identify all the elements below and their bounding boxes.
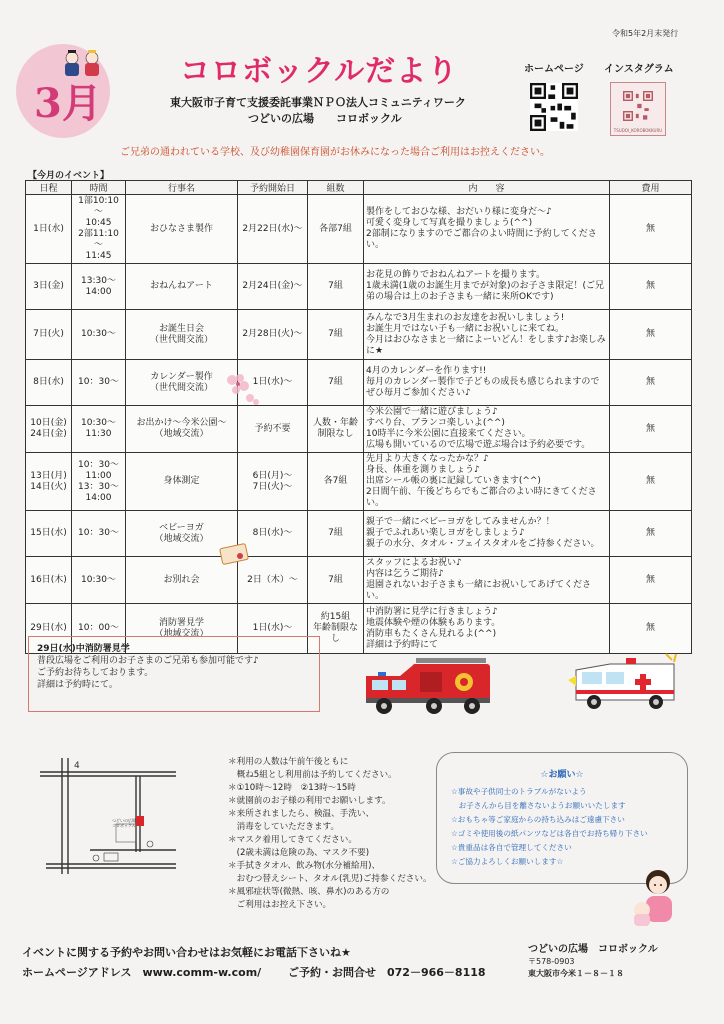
column-header-fee: 費用 (610, 181, 692, 195)
event-time: 1部10:10～ 10:45 2部11:10～ 11:45 (72, 195, 126, 264)
column-header-event-name: 行事名 (126, 181, 238, 195)
sakura-petals-icon (220, 370, 264, 410)
event-booking-start: 8日(水)～ (238, 511, 308, 557)
event-date: 13日(月) 14日(火) (26, 453, 72, 511)
instagram-qr-code-icon (623, 91, 653, 121)
column-header-time: 時間 (72, 181, 126, 195)
contact-invitation: イベントに関する予約やお問い合わせはお気軽にお電話下さいね★ (22, 946, 351, 959)
event-name: カレンダー製作 （世代間交流） (126, 360, 238, 406)
event-time: 10：00～ (72, 604, 126, 654)
table-row (26, 195, 692, 264)
event-booking-start: 2月22日(水)～ (238, 195, 308, 264)
event-booking-start: 2月28日(火)～ (238, 310, 308, 360)
organization-subtitle: 東大阪市子育て支援委託事業ＮＰＯ法人コミュニティワーク (170, 96, 466, 109)
event-name: 消防署見学 （地域交流） (126, 604, 238, 654)
event-name: ベビーヨガ （地域交流） (126, 511, 238, 557)
event-date: 16日(木) (26, 557, 72, 604)
event-fee: 無 (610, 453, 692, 511)
requests-list: ☆事故や子供同士のトラブルがないよう お子さんから目を離さないようお願いいたします ☆おもちゃ等ご家庭からの持ち込みはご遠慮下さい ☆ゴミや使用後の紙パンツなどは各自でお持ち帰り下さい ☆貴重品は各自で管理してください ☆ご協力よろしくお願いします☆ (451, 787, 648, 866)
homepage-qr-code-icon[interactable] (530, 83, 578, 131)
event-fee: 無 (610, 264, 692, 310)
fire-truck-icon (360, 652, 496, 720)
event-groups: 人数・年齢 制限なし (308, 406, 364, 453)
homepage-address-link[interactable]: ホームページアドレス www.comm-w.com/ (22, 966, 262, 979)
event-groups: 7組 (308, 264, 364, 310)
column-header-date: 日程 (26, 181, 72, 195)
ambulance-icon (566, 650, 686, 714)
month-label: 3月 (34, 80, 102, 127)
event-fee: 無 (610, 360, 692, 406)
event-content: スタッフによるお祝い♪ 内容は乞うご期待♪ 退園されないお子さまも一緒にお祝いしてあげてください。 (364, 557, 610, 604)
requests-box (436, 752, 688, 884)
map-facility-label: つどいの広場コロボックル (112, 818, 136, 828)
event-groups: 7組 (308, 511, 364, 557)
event-fee: 無 (610, 557, 692, 604)
event-date: 3日(金) (26, 264, 72, 310)
event-time: 10：30～ 11:00 13：30～ 14:00 (72, 453, 126, 511)
event-date: 7日(火) (26, 310, 72, 360)
event-groups: 各7組 (308, 453, 364, 511)
event-date: 29日(水) (26, 604, 72, 654)
event-groups: 7組 (308, 557, 364, 604)
access-map (40, 752, 176, 880)
events-table (25, 180, 692, 654)
facility-address: 東大阪市今米１－８－１８ (528, 969, 624, 978)
fire-station-note-heading: 29日(水)中消防署見学 (37, 644, 130, 654)
event-fee: 無 (610, 310, 692, 360)
event-groups: 7組 (308, 310, 364, 360)
event-booking-start: 2月24日(金)～ (238, 264, 308, 310)
event-fee: 無 (610, 511, 692, 557)
event-content: みんなで3月生まれのお友達をお祝いしましょう! お誕生月ではない子も一緒にお祝いしに来てね。 今月はおひなさまと一緒によーいどん！をします♪お楽しみに★ (364, 310, 610, 360)
event-content: 先月より大きくなったかな？♪ 身長、体重を測りましょう♪ 出席シール帳の裏に記録していきます(^^) 2日間午前、午後どちらでもご都合のよい時にきてください。 (364, 453, 610, 511)
table-row (26, 310, 692, 360)
facility-name: つどいの広場 コロボックル (528, 944, 658, 955)
table-row (26, 557, 692, 604)
event-time: 10:30～ (72, 557, 126, 604)
event-name: おひなさま製作 (126, 195, 238, 264)
event-date: 15日(水) (26, 511, 72, 557)
requests-title: ☆お願い☆ (540, 770, 584, 780)
event-groups: 約15組 年齢制限なし (308, 604, 364, 654)
event-fee: 無 (610, 604, 692, 654)
column-header-content: 内 容 (364, 181, 610, 195)
event-groups: 各部7組 (308, 195, 364, 264)
fire-station-visit-note (28, 636, 320, 712)
event-date: 8日(水) (26, 360, 72, 406)
event-content: 製作をしておひな様、おだいり様に変身だ～♪ 可愛く変身して写真を撮りましょう(^^) 2部制になりますのでご都合のよい時間に予約してください。 (364, 195, 610, 264)
event-content: お花見の飾りでおねんねアートを撮ります。 1歳未満(1歳のお誕生月までが対象)のお子さま限定！(ご兄弟の場合は上のお子さまも一緒に来所OKです) (364, 264, 610, 310)
event-time: 10:30～11:30 (72, 406, 126, 453)
event-time: 10:30～ (72, 310, 126, 360)
event-booking-start: 1日(水)～ (238, 604, 308, 654)
event-groups: 7組 (308, 360, 364, 406)
event-name: お別れ会 (126, 557, 238, 604)
event-time: 10：30～ (72, 511, 126, 557)
event-content: 今米公園で一緒に遊びましょう♪ すべり台、ブランコ楽しいよ(^^) 10時半に今米公園に直接来てください。 広場も開いているので広場で遊ぶ場合は予約必要です。 (364, 406, 610, 453)
event-booking-start: 予約不要 (238, 406, 308, 453)
instagram-handle: TSUDOI_KOROBOKKURU (613, 128, 663, 133)
fire-station-note-line: 普段広場をご利用のお子さまのご兄弟も参加可能です♪ (37, 656, 259, 666)
event-content: 中消防署に見学に行きましょう♪ 地震体験や煙の体験もあります。 消防車もたくさん見れるよ(^^) 詳細は予約時にて (364, 604, 610, 654)
phone-number[interactable]: ご予約・お問合せ 072－966－8118 (288, 966, 486, 979)
instagram-qr-code[interactable] (610, 82, 666, 136)
closure-notice: ご兄弟の通われている学校、及び幼稚園保育園がお休みになった場合ご利用はお控えください。 (120, 147, 550, 158)
events-section-label: 【今月のイベント】 (28, 171, 110, 181)
table-row (26, 360, 692, 406)
event-fee: 無 (610, 195, 692, 264)
event-name: 身体測定 (126, 453, 238, 511)
event-booking-start: 1日(水)～ (238, 360, 308, 406)
event-name: お出かけ～今米公園～ （地域交流） (126, 406, 238, 453)
table-row (26, 453, 692, 511)
event-date: 1日(水) (26, 195, 72, 264)
fire-station-note-line: ご予約お待ちしております。 (37, 668, 154, 678)
table-row (26, 264, 692, 310)
event-booking-start: 6日(月)～ 7日(火)～ (238, 453, 308, 511)
map-road-number: 4 (74, 761, 80, 771)
event-name: お誕生日会 （世代間交流） (126, 310, 238, 360)
table-row (26, 511, 692, 557)
event-date: 10日(金) 24日(金) (26, 406, 72, 453)
certificate-icon (218, 540, 250, 568)
events-header-row (26, 181, 692, 195)
event-booking-start: 2日（木）～ (238, 557, 308, 604)
usage-notes: ＊利用の人数は午前午後ともに 概ね5組とし利用前は予約してください。 ＊①10時～12時 ②13時～15時 ＊就園前のお子様の利用でお願いします。 ＊来所されましたら、検温、手洗い、 消毒をしていただきます。 ＊マスク着用してきてください。 (2歳未満は危険の為、マスク不要) ＊手拭きタオル、飲み物(水分補給用)、 おむつ替えシート、タオル(乳児)ご持参ください。 ＊風邪症状等(微熱、咳、鼻水)のある方の ご利用はお控え下さい。 (228, 757, 432, 910)
event-fee: 無 (610, 406, 692, 453)
homepage-label: ホームページ (524, 64, 584, 75)
place-subtitle: つどいの広場 コロボックル (248, 112, 402, 125)
event-content: 親子で一緒にベビーヨガをしてみませんか？！ 親子でふれあい楽しヨガをしましょう♪ 親子の水分、タオル・フェイスタオルをご持参ください。 (364, 511, 610, 557)
event-time: 10：30～ (72, 360, 126, 406)
event-time: 13:30～ 14:00 (72, 264, 126, 310)
fire-station-note-line: 詳細は予約時にて。 (37, 680, 118, 690)
issue-date: 令和5年2月末発行 (612, 29, 679, 38)
table-row (26, 406, 692, 453)
column-header-booking-start: 予約開始日 (238, 181, 308, 195)
event-content: 4月のカレンダーを作ります!! 毎月のカレンダー製作で子どもの成長も感じられますのでぜひ毎月ご参加ください♪ (364, 360, 610, 406)
instagram-label: インスタグラム (604, 64, 674, 75)
newsletter-title: コロボックルだより (180, 54, 459, 89)
event-name: おねんねアート (126, 264, 238, 310)
mother-baby-icon (628, 866, 684, 930)
column-header-groups: 組数 (308, 181, 364, 195)
postal-code: 〒578-0903 (528, 957, 575, 966)
